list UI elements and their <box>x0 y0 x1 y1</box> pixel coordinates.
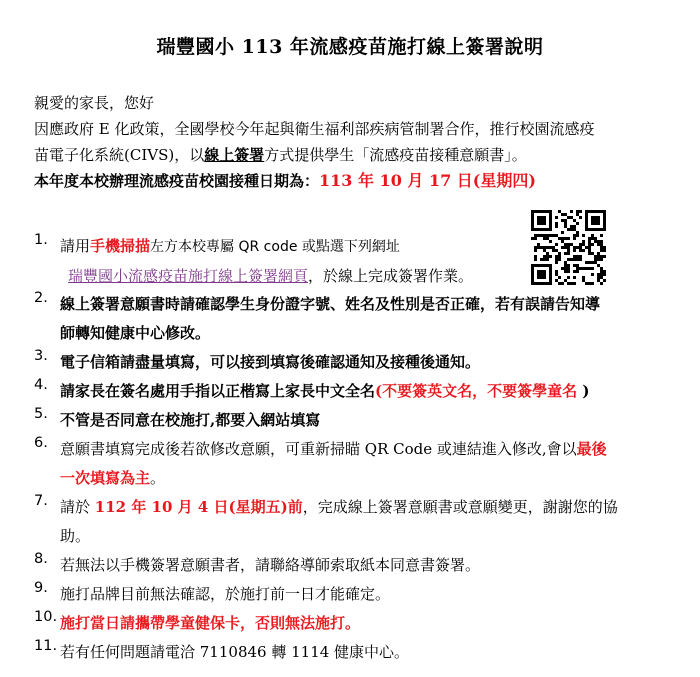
qr-module <box>585 210 588 213</box>
qr-module <box>555 225 558 228</box>
qr-module <box>591 228 594 231</box>
qr-module <box>543 222 546 225</box>
item-text: 請用 <box>60 237 91 255</box>
item-text: 電子信箱請盡量填寫，可以接到填寫後確認通知及接種後通知。 <box>60 353 481 371</box>
qr-module <box>549 213 552 216</box>
qr-module <box>549 228 552 231</box>
qr-module <box>591 222 594 225</box>
item-text: 施打品牌目前無法確認，於施打前一日才能確定。 <box>60 585 391 603</box>
qr-module <box>600 210 603 213</box>
qr-module <box>603 219 606 222</box>
qr-module <box>576 210 579 213</box>
qr-module <box>576 213 579 216</box>
qr-module <box>573 225 576 228</box>
online-sign-emphasis: 線上簽署 <box>204 146 265 164</box>
qr-module <box>594 219 597 222</box>
qr-module <box>597 216 600 219</box>
qr-module <box>597 222 600 225</box>
qr-module <box>576 222 579 225</box>
qr-module <box>570 225 573 228</box>
qr-module <box>537 216 540 219</box>
signing-webpage-link[interactable]: 瑞豐國小流感疫苗施打線上簽署網頁 <box>68 267 309 285</box>
item-text: 若有任何問題請電洽 7110846 轉 1114 健康中心。 <box>60 643 410 661</box>
qr-module <box>537 228 540 231</box>
item-text: 。 <box>150 469 166 487</box>
qr-module <box>594 222 597 225</box>
vaccination-date: 113 年 10 月 17 日(星期四) <box>319 171 536 190</box>
qr-module <box>594 228 597 231</box>
qr-module <box>585 222 588 225</box>
qr-module <box>600 228 603 231</box>
qr-module <box>543 216 546 219</box>
emphasis-scan: 手機掃描 <box>90 237 151 255</box>
qr-module <box>588 228 591 231</box>
qr-module <box>570 228 573 231</box>
item-text: 助。 <box>60 527 91 545</box>
date-label: 本年度本校辦理流感疫苗校園接種日期為： <box>34 172 320 190</box>
qr-module <box>603 225 606 228</box>
item-number: 1. <box>34 232 48 248</box>
qr-module <box>561 213 564 216</box>
item-number: 6. <box>34 435 48 451</box>
intro-line-2 <box>34 142 674 168</box>
item-text: ，於線上完成簽署作業。 <box>308 267 474 285</box>
qr-module <box>555 216 558 219</box>
item-text: 不管是否同意在校施打,都要入網站填寫 <box>60 411 321 429</box>
qr-module <box>531 225 534 228</box>
item-number: 8. <box>34 551 48 567</box>
page-title: 瑞豐國小 113 年流感疫苗施打線上簽署說明 <box>156 36 544 58</box>
qr-module <box>603 213 606 216</box>
intro-text: 苗電子化系統(CIVS)，以 <box>34 146 205 164</box>
qr-module <box>531 219 534 222</box>
qr-module <box>603 228 606 231</box>
qr-module <box>597 219 600 222</box>
qr-module <box>555 222 558 225</box>
qr-module <box>585 225 588 228</box>
qr-module <box>594 216 597 219</box>
qr-module <box>567 228 570 231</box>
item-number: 11. <box>34 638 58 654</box>
qr-module <box>540 219 543 222</box>
item-text: 施打當日請攜帶學童健保卡，否則無法施打。 <box>60 614 361 632</box>
qr-module <box>573 228 576 231</box>
qr-module <box>546 228 549 231</box>
qr-module <box>591 216 594 219</box>
qr-module <box>543 228 546 231</box>
qr-module <box>540 228 543 231</box>
qr-module <box>549 216 552 219</box>
qr-module <box>531 228 534 231</box>
item-text: 意願書填寫完成後若欲修改意願，可重新掃瞄 QR Code 或連結進入修改,會以 <box>60 440 577 458</box>
qr-module <box>585 219 588 222</box>
item-number: 3. <box>34 348 48 364</box>
qr-module <box>549 219 552 222</box>
item-number: 5. <box>34 406 48 422</box>
item-number: 7. <box>34 493 48 509</box>
deadline-date: 112 年 10 月 4 日(星期五)前 <box>94 498 303 516</box>
qr-module <box>564 219 567 222</box>
qr-module <box>549 225 552 228</box>
qr-module <box>534 210 537 213</box>
vaccination-date-line <box>34 168 674 194</box>
qr-module <box>537 210 540 213</box>
qr-module <box>558 210 561 213</box>
emphasis-last: 最後 <box>576 440 607 458</box>
qr-module <box>546 210 549 213</box>
qr-module <box>561 219 564 222</box>
qr-module <box>570 210 573 213</box>
emphasis-last: 一次填寫為主 <box>60 469 151 487</box>
qr-module <box>591 210 594 213</box>
qr-module <box>540 222 543 225</box>
qr-module <box>531 222 534 225</box>
qr-module <box>534 228 537 231</box>
intro-text: 方式提供學生「流感疫苗接種意願書」。 <box>264 146 527 164</box>
qr-module <box>543 210 546 213</box>
qr-module <box>540 216 543 219</box>
qr-module <box>585 213 588 216</box>
item-text: ，完成線上簽署意願書或意願變更，謝謝您的協 <box>302 498 618 516</box>
qr-module <box>564 225 567 228</box>
qr-module <box>573 219 576 222</box>
qr-module <box>531 210 534 213</box>
item-text: 師轉知健康中心修改。 <box>60 324 211 342</box>
qr-module <box>564 213 567 216</box>
item-text: ) <box>577 382 590 400</box>
qr-module <box>579 210 582 213</box>
qr-module <box>543 219 546 222</box>
intro-section <box>34 90 674 194</box>
qr-module <box>531 213 534 216</box>
item-text: 請家長在簽名處用手指以正楷寫上家長中文全名 <box>60 382 376 400</box>
qr-module <box>597 210 600 213</box>
item-text: 若無法以手機簽署意願書者，請聯絡導師索取紙本同意書簽署。 <box>60 556 481 574</box>
qr-module <box>603 216 606 219</box>
qr-module <box>570 216 573 219</box>
qr-module <box>594 210 597 213</box>
qr-module <box>549 222 552 225</box>
qr-module <box>603 210 606 213</box>
qr-module <box>579 216 582 219</box>
item-number: 9. <box>34 580 48 596</box>
qr-module <box>588 210 591 213</box>
qr-module <box>597 228 600 231</box>
qr-module <box>549 210 552 213</box>
qr-module <box>531 216 534 219</box>
qr-module <box>585 228 588 231</box>
item-text: 左方本校專屬 QR code 或點選下列網址 <box>150 239 400 255</box>
emphasis-warning: (不要簽英文名，不要簽學童名 <box>375 382 578 400</box>
qr-module <box>567 216 570 219</box>
item-number: 2. <box>34 290 48 306</box>
item-text: 線上簽署意願書時請確認學生身份證字號、姓名及性別是否正確，若有誤請告知導 <box>60 295 601 313</box>
intro-line-1: 因應政府 E 化政策，全國學校今年起與衛生福利部疾病管制署合作，推行校園流感疫 <box>34 120 595 138</box>
item-number: 4. <box>34 377 48 393</box>
item-number: 10. <box>34 609 58 625</box>
qr-module <box>585 216 588 219</box>
qr-module <box>537 219 540 222</box>
item-text: 請於 <box>60 498 95 516</box>
qr-module <box>591 219 594 222</box>
greeting: 親愛的家長，您好 <box>34 94 155 112</box>
qr-module <box>603 222 606 225</box>
qr-module <box>564 222 567 225</box>
qr-module <box>540 210 543 213</box>
qr-module <box>537 222 540 225</box>
